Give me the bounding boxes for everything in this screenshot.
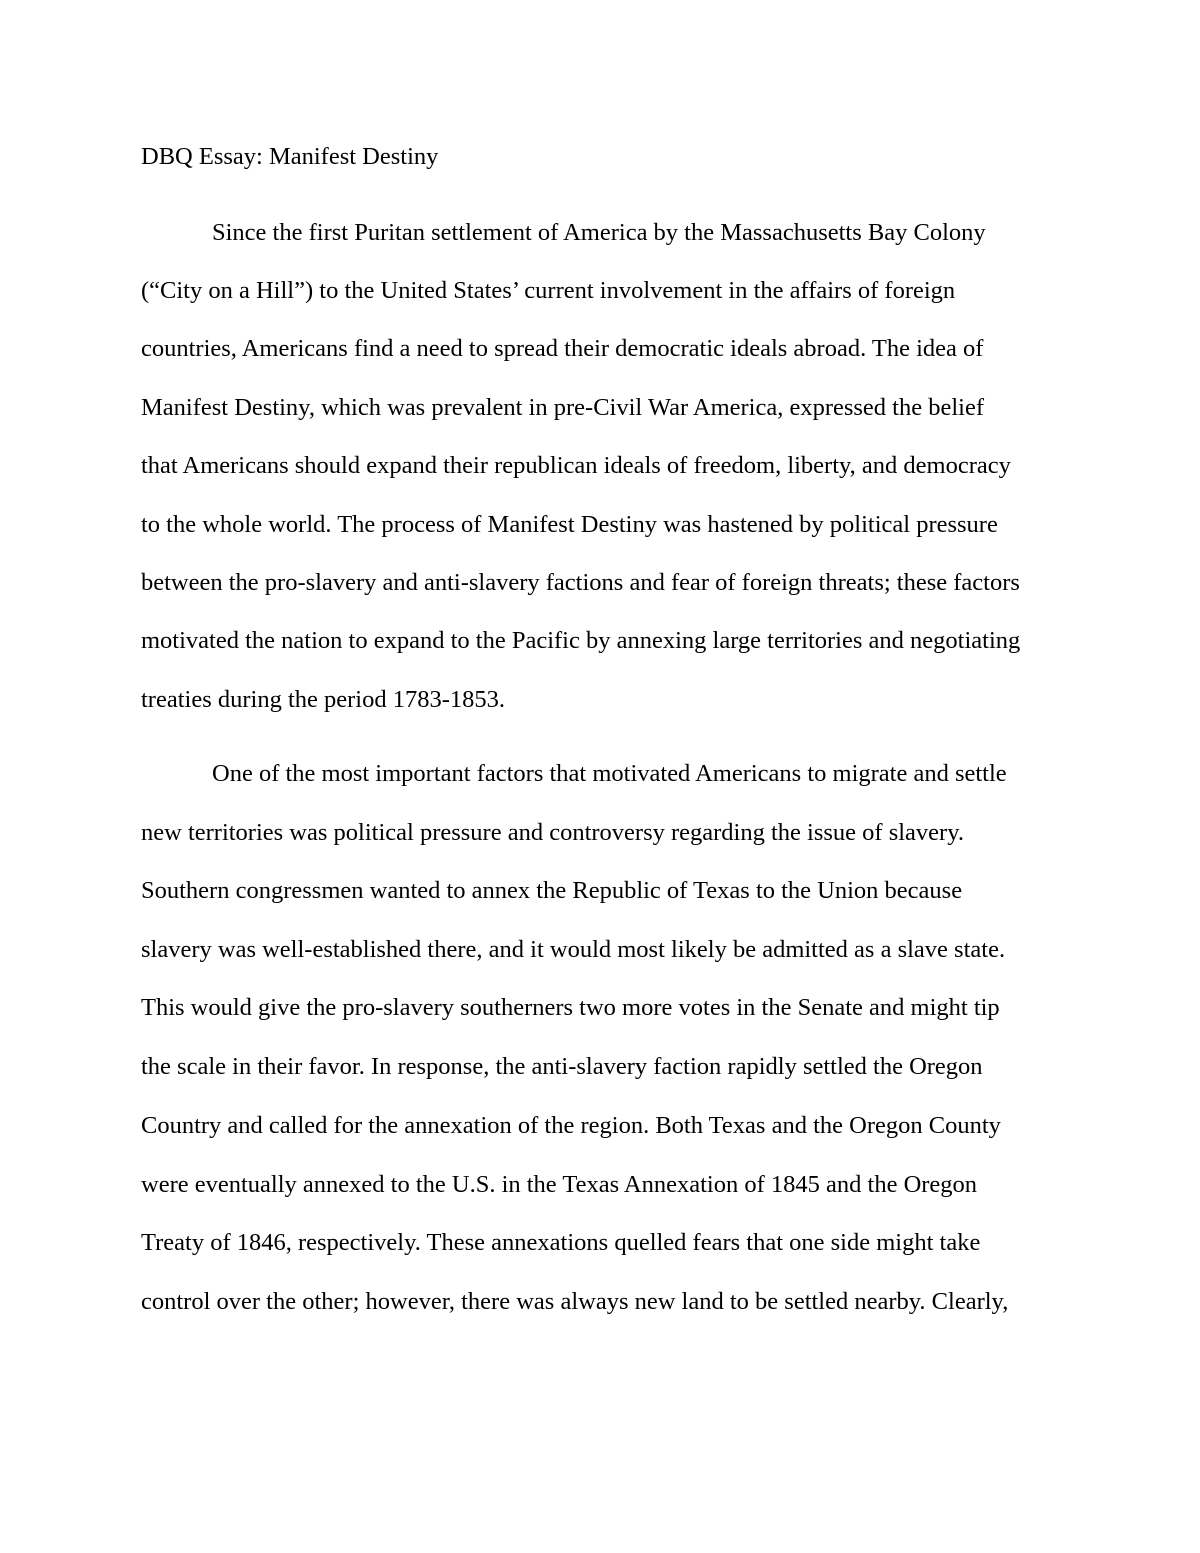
- paragraph-line: Treaty of 1846, respectively. These annexations quelled fears that one side might take: [141, 1229, 981, 1256]
- paragraph-line: were eventually annexed to the U.S. in the Texas Annexation of 1845 and the Oregon: [141, 1171, 978, 1198]
- paragraph-line: the scale in their favor. In response, the anti-slavery faction rapidly settled the Oregon: [141, 1053, 983, 1080]
- paragraph-line: that Americans should expand their republican ideals of freedom, liberty, and democracy: [141, 452, 1011, 479]
- paragraph-line: countries, Americans find a need to spread their democratic ideals abroad. The idea of: [141, 335, 984, 362]
- paragraph-line: Country and called for the annexation of the region. Both Texas and the Oregon County: [141, 1112, 1001, 1139]
- paragraph-line: Southern congressmen wanted to annex the Republic of Texas to the Union because: [141, 877, 963, 904]
- paragraph-line: (“City on a Hill”) to the United States’ current involvement in the affairs of foreign: [141, 277, 956, 304]
- paragraph-line: motivated the nation to expand to the Pacific by annexing large territories and negotiating: [141, 627, 1021, 654]
- paragraph-line: One of the most important factors that motivated Americans to migrate and settle: [212, 760, 1007, 787]
- paragraph-line: Manifest Destiny, which was prevalent in pre-Civil War America, expressed the belief: [141, 394, 985, 421]
- paragraph-line: Since the first Puritan settlement of America by the Massachusetts Bay Colony: [212, 219, 986, 246]
- paragraph-line: new territories was political pressure and controversy regarding the issue of slavery.: [141, 819, 964, 846]
- paragraph-line: slavery was well-established there, and it would most likely be admitted as a slave state.: [141, 936, 1006, 963]
- paragraph-line: to the whole world. The process of Manifest Destiny was hastened by political pressure: [141, 511, 998, 538]
- paragraph-line: between the pro-slavery and anti-slavery factions and fear of foreign threats; these factors: [141, 569, 1020, 596]
- paragraph-line: This would give the pro-slavery southerners two more votes in the Senate and might tip: [141, 994, 1000, 1021]
- paragraph-line: control over the other; however, there was always new land to be settled nearby. Clearly,: [141, 1288, 1009, 1315]
- document-title: DBQ Essay: Manifest Destiny: [141, 143, 439, 170]
- paragraph-line: treaties during the period 1783-1853.: [141, 686, 506, 713]
